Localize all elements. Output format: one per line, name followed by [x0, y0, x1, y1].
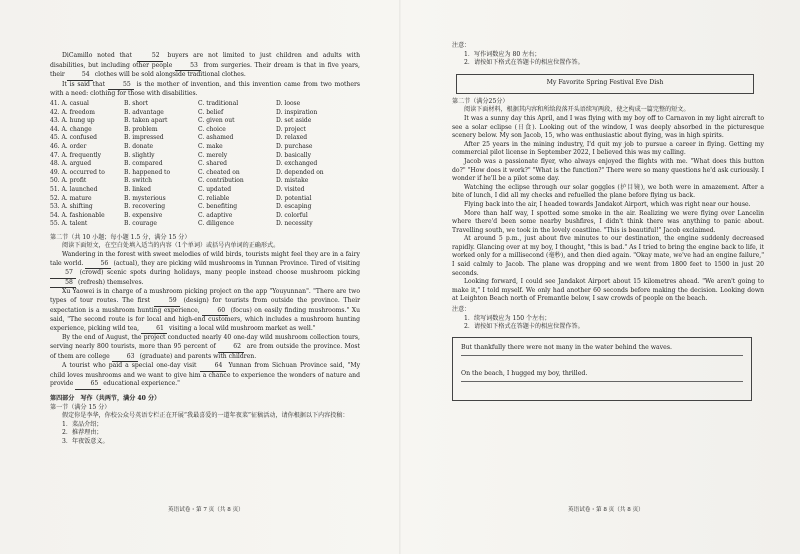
- option-cell: D. exchanged: [276, 160, 318, 168]
- left-page: [50, 52, 360, 447]
- option-cell: C. cheated on: [198, 168, 240, 176]
- option-cell: 49. A. occurred to: [50, 168, 105, 176]
- option-cell: C. reliable: [198, 194, 230, 202]
- blank-63[interactable]: 63: [112, 353, 138, 363]
- option-row: [50, 195, 340, 204]
- continuation-section-title: 第二节（满分25分）: [452, 97, 509, 105]
- continuation-instructions: 阅读下面材料，根据其内容和所给段落开头语续写两段，使之构成一篇完整的短文。: [464, 106, 690, 114]
- writing-1-title-box: [456, 74, 754, 94]
- option-cell: 54. A. fashionable: [50, 211, 105, 219]
- writing-1-prompt: 假定你是李华，你校公众号英语专栏正在开展“我最喜爱的一道年夜菜”征稿活动，请你根据以下内容投稿：: [62, 412, 349, 420]
- note-item: 2．请按如下格式在答题卡的相应位置作答。: [464, 323, 584, 331]
- option-row: [50, 109, 340, 118]
- writing-1-point: 2．推荐理由；: [62, 429, 103, 437]
- option-cell: B. short: [124, 99, 149, 107]
- note-item: 2．请按如下格式在答题卡的相应位置作答。: [464, 59, 584, 67]
- option-cell: B. mysterious: [124, 194, 166, 202]
- option-cell: C. diligence: [198, 220, 234, 228]
- blank-62[interactable]: 62: [218, 343, 244, 353]
- option-cell: B. recovering: [124, 203, 166, 211]
- option-cell: B. expensive: [124, 211, 163, 219]
- option-cell: B. linked: [124, 185, 151, 193]
- blank-56[interactable]: 56: [85, 260, 111, 270]
- blank-57[interactable]: 57: [50, 269, 76, 279]
- option-cell: 42. A. freedom: [50, 108, 95, 116]
- option-cell: 55. A. talent: [50, 220, 88, 228]
- story-paragraph: At around 5 p.m., just about five minutes to our destination, the engine suddenly decreased rapidly. Glancing over at my boy, I thought, "this is bad." As I tried to bring the engine back to life, it worked only for a millisecond (毫秒), and then died again. "Okay mate, we've had an engine failure," I said calmly to Jacob. The plane was dropping and we went from 1800 feet to 1500 in just 20 seconds.: [452, 235, 764, 277]
- blank-60[interactable]: 60: [202, 307, 228, 317]
- option-cell: B. taken apart: [124, 117, 168, 125]
- option-cell: D. relaxed: [276, 134, 308, 142]
- option-cell: B. impressed: [124, 134, 164, 142]
- option-cell: B. donate: [124, 142, 154, 150]
- option-row: [50, 117, 340, 126]
- note-label: 注意：: [452, 42, 471, 49]
- option-row: [50, 100, 340, 109]
- right-page-footer: 英语试卷・第 8 页（共 8 页）: [568, 507, 644, 513]
- blank-55[interactable]: 55: [108, 81, 134, 91]
- story-paragraph: Watching the eclipse through our solar goggles (护目镜), we both were in amazement. After a bite of lunch, I did all my checks and refuelled the plane before flying us back.: [452, 183, 764, 200]
- blank-52[interactable]: 52: [137, 52, 163, 62]
- option-row: [50, 186, 340, 195]
- option-cell: 53. A. shifting: [50, 203, 93, 211]
- option-cell: C. shared: [198, 160, 227, 168]
- right-page: [452, 42, 764, 401]
- option-cell: C. traditional: [198, 99, 239, 107]
- option-row: [50, 220, 340, 229]
- continuation-answer-box: [452, 337, 752, 401]
- option-cell: D. inspiration: [276, 108, 318, 116]
- writing-section-1-title: 第一节（满分 15 分）: [50, 403, 111, 411]
- option-cell: C. updated: [198, 185, 232, 193]
- option-row: [50, 160, 340, 169]
- page-fold: [399, 0, 401, 554]
- grammar-paragraph-3: By the end of August, the project conducted nearly 40 one-day wild mushroom collection tours, serving nearly 800 tourists, more than 95 percent of 62 are from outside the province. Most of them are college 63 (graduate) and parents with children.: [50, 334, 360, 362]
- option-cell: B. advantage: [124, 108, 164, 116]
- option-cell: 48. A. argued: [50, 160, 92, 168]
- option-row: [50, 134, 340, 143]
- option-cell: B. courage: [124, 220, 157, 228]
- grammar-paragraph-1: Wandering in the forest with sweet melodies of wild birds, tourists might feel they are in a fairy tale world. 56 (actual), they are picking wild mushrooms in Yunnan Province. Tired of visiting 57 (crowd) scenic spots during holidays, many people instead choose mushroom picking 58 (refresh) themselves.: [50, 251, 360, 288]
- option-cell: C. benefiting: [198, 203, 238, 211]
- option-cell: 52. A. mature: [50, 194, 92, 202]
- note-label: 注意：: [452, 306, 471, 314]
- option-cell: D. colorful: [276, 211, 308, 219]
- option-row: [50, 126, 340, 135]
- grammar-paragraph-2: Xu Yaowei is in charge of a mushroom picking project on the app "Youyunnan". "There are two types of tour routes. The first 59 (design) for tourists from outside the province. Their expectation is a mushroom hunting experience, 60 (focus) on easily finding mushrooms." Xu said, "The second route is for local and high-end customers, which includes a mushroom hunting experience, picking wild tea, 61 visiting a local wild mushroom market as well.": [50, 288, 360, 334]
- option-cell: D. visited: [276, 185, 305, 193]
- blank-58[interactable]: 58: [50, 279, 76, 289]
- option-cell: B. happened to: [124, 168, 171, 176]
- continuation-opening-1: But thankfully there were not many in the water behind the waves.: [461, 344, 743, 356]
- blank-53[interactable]: 53: [175, 62, 201, 72]
- option-cell: C. ashamed: [198, 134, 234, 142]
- option-cell: 43. A. hung up: [50, 117, 95, 125]
- option-cell: B. switch: [124, 177, 152, 185]
- option-cell: C. make: [198, 142, 223, 150]
- note-item: 1．写作词数应为 80 左右；: [464, 50, 541, 58]
- option-cell: D. escaping: [276, 203, 312, 211]
- option-cell: B. problem: [124, 125, 158, 133]
- option-cell: 46. A. order: [50, 142, 87, 150]
- grammar-paragraph-4: A tourist who paid a special one-day visit 64 Yunnan from Sichuan Province said, "My child loves mushrooms and we want to give him a chance to experience the wonders of nature and provide 65 educational experience.": [50, 362, 360, 390]
- option-row: [50, 152, 340, 161]
- story-paragraph: More than half way, I spotted some smoke in the air. Realizing we were flying over Lancelin where there'd been some nearby bushfires, I didn't think there was anything to panic about. Travelling south, we took in the lovely coastline. "This is beautiful!" Jacob exclaimed.: [452, 209, 764, 234]
- option-row: [50, 169, 340, 178]
- cloze-paragraph-1: DiCamillo noted that 52 buyers are not limited to just children and adults with disabilities, but including other people 53 from surgeries. Their dream is that in five years, their 54 clothes will be sold alongside traditional clothes.: [50, 52, 360, 81]
- option-cell: 45. A. confused: [50, 134, 97, 142]
- blank-59[interactable]: 59: [154, 297, 180, 307]
- cloze-options-table: [50, 100, 340, 229]
- option-cell: 50. A. profit: [50, 177, 87, 185]
- story-paragraph: After 25 years in the mining industry, I'd quit my job to pursue a career in flying. Getting my commercial pilot license in September 2022, I believed this was my calling.: [452, 140, 764, 157]
- option-row: [50, 212, 340, 221]
- option-row: [50, 143, 340, 152]
- cloze-paragraph-2: It is said that 55 is the mother of invention, and this invention came from two mothers with a need: clothing for those with disabilities.: [50, 80, 361, 98]
- note-item: 1．续写词数应为 150 个左右；: [464, 314, 551, 322]
- option-cell: D. potential: [276, 194, 312, 202]
- option-cell: 41. A. casual: [50, 99, 89, 107]
- option-cell: B. compared: [124, 160, 163, 168]
- story-paragraph: It was a sunny day this April, and I was flying with my boy off to Carnavon in my light aircraft to see a solar eclipse (日食). Looking out of the window, I was deeply absorbed in the picturesque scenery below. My son Jacob, 15, who was enthusiastic about flying, was in high spirits.: [452, 114, 764, 140]
- option-cell: C. belief: [198, 108, 224, 116]
- part-4-title: 第四部分 写作（共两节，满分 40 分）: [50, 394, 161, 402]
- continuation-opening-2: On the beach, I hugged my boy, thrilled.: [461, 370, 743, 382]
- option-cell: D. purchase: [276, 142, 313, 150]
- option-cell: 47. A. frequently: [50, 151, 102, 159]
- option-cell: D. set aside: [276, 117, 312, 125]
- option-cell: C. contribution: [198, 177, 244, 185]
- blank-65[interactable]: 65: [75, 380, 101, 390]
- option-cell: C. given out: [198, 117, 235, 125]
- option-cell: D. project: [276, 125, 306, 133]
- option-row: [50, 177, 340, 186]
- option-cell: D. basically: [276, 151, 311, 159]
- blank-64[interactable]: 64: [200, 362, 226, 372]
- story-paragraph: Looking forward, I could see Jandakot Airport about 15 kilometres ahead. "We aren't going to make it," I told myself. We only had another 60 seconds before making the decision. Looking down at Leighton Beach north of Fremantle below, I saw crowds of people on the beach.: [452, 278, 764, 303]
- section-2-title: 第二节（共 10 小题；每小题 1.5 分，满分 15 分）: [50, 233, 191, 241]
- option-cell: C. choice: [198, 125, 226, 133]
- option-cell: D. depended on: [276, 168, 324, 176]
- option-cell: B. slightly: [124, 151, 155, 159]
- writing-1-title: My Favorite Spring Festival Eve Dish: [546, 79, 664, 87]
- option-cell: 44. A. change: [50, 125, 92, 133]
- option-cell: D. mistake: [276, 177, 309, 185]
- story-paragraph: Jacob was a passionate flyer, who always enjoyed the flights with me. "What does this button do?" "How does it work?" "What is the function?" There were so many questions he'd ask curiously. I wonder if he'll be a pilot some day.: [452, 157, 764, 183]
- option-cell: 51. A. launched: [50, 185, 98, 193]
- option-cell: D. loose: [276, 99, 301, 107]
- writing-1-point: 3．年夜饭意义。: [62, 437, 109, 445]
- blank-54[interactable]: 54: [67, 71, 93, 81]
- left-page-footer: 英语试卷・第 7 页（共 8 页）: [168, 507, 244, 513]
- option-cell: D. necessity: [276, 220, 313, 228]
- writing-1-point: 1．菜品介绍；: [62, 420, 103, 428]
- option-row: [50, 203, 340, 212]
- option-cell: C. merely: [198, 151, 228, 159]
- story-paragraph: Flying back into the air, I headed towards Jandakot Airport, which was right near our house.: [464, 200, 751, 208]
- blank-61[interactable]: 61: [141, 325, 167, 335]
- section-2-instructions: 阅读下面短文，在空白处填入适当的内容（1个单词）或括号内单词的正确形式。: [62, 242, 280, 250]
- option-cell: C. adaptive: [198, 211, 233, 219]
